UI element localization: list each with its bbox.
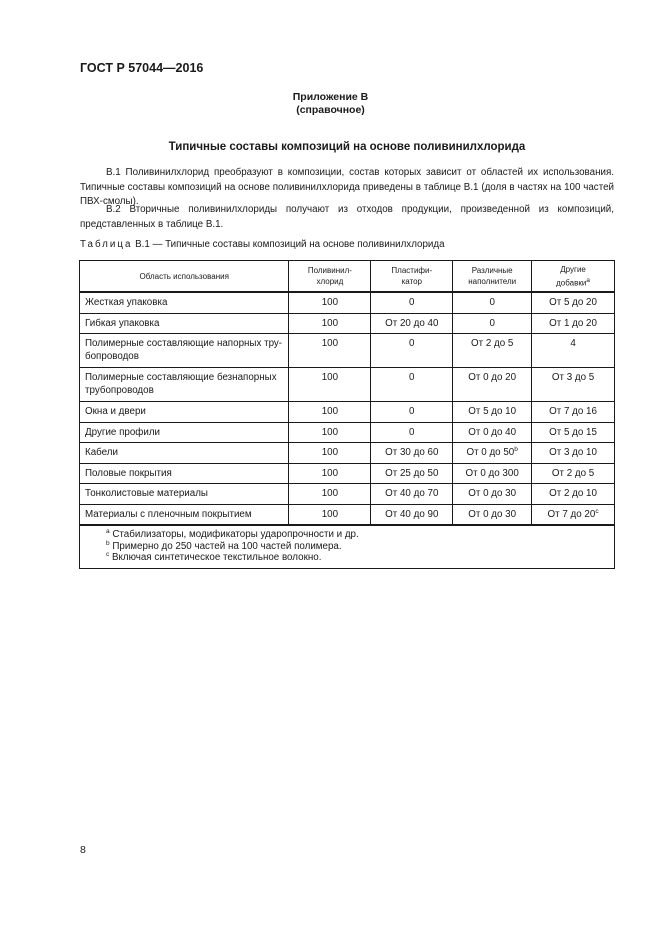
cell-fillers-text: От 0 до 300 (465, 467, 519, 479)
cell-pvc-text: 100 (321, 467, 339, 479)
cell-area-text: Полимерные составляющие безнапорных трубопроводов (85, 372, 277, 396)
table-row (80, 484, 615, 505)
cell-fillers (453, 443, 532, 464)
cell-pvc (289, 334, 371, 368)
cell-plasticizer (371, 402, 453, 423)
header-additives-sup: а (586, 276, 590, 284)
cell-plasticizer-text: От 30 до 60 (385, 447, 439, 458)
cell-additives-text: От 2 до 5 (551, 467, 595, 479)
cell-pvc-text: 100 (321, 372, 339, 383)
cell-fillers-text: 0 (489, 297, 495, 308)
cell-fillers (453, 463, 532, 484)
cell-plasticizer (371, 484, 453, 505)
cell-area (80, 463, 289, 484)
cell-additives-text: От 7 до 16 (549, 406, 597, 417)
cell-area-text: Другие профили (85, 426, 161, 438)
cell-plasticizer-text: От 40 до 90 (385, 508, 439, 520)
table-row (80, 368, 615, 402)
cell-additives (532, 368, 615, 402)
cell-area (80, 402, 289, 423)
cell-plasticizer-text: От 25 до 50 (385, 467, 439, 479)
cell-plasticizer-text: 0 (409, 406, 415, 417)
cell-plasticizer (371, 422, 453, 443)
header-area (80, 261, 289, 293)
cell-pvc-text: 100 (321, 426, 339, 438)
cell-area (80, 504, 289, 525)
table-row (80, 334, 615, 368)
cell-fillers-text: От 0 до 50 (466, 447, 515, 458)
cell-area-text: Жесткая упаковка (85, 297, 168, 308)
cell-fillers (453, 402, 532, 423)
header-area-label: Область использования (139, 271, 229, 281)
table-row (80, 463, 615, 484)
cell-area-text: Полимерные составляющие напорных тру- бопроводов (85, 338, 283, 362)
table-caption-word: Таблица (80, 239, 133, 250)
cell-area-text: Тонколистовые материалы (85, 488, 208, 499)
cell-additives-text: От 3 до 10 (549, 447, 597, 458)
cell-plasticizer (371, 504, 453, 525)
page-number: 8 (80, 844, 86, 856)
cell-pvc (289, 504, 371, 525)
footnote-a (106, 529, 609, 541)
cell-area-text: Материалы с пленочным покрытием (85, 508, 252, 520)
header-pvc-label: Поливинил- хлорид (307, 266, 352, 286)
header-fillers-label: Различные наполнители (468, 266, 517, 286)
cell-pvc-text: 100 (321, 488, 339, 499)
footnote-b-text: Примерно до 250 частей на 100 частей полимера. (109, 540, 342, 552)
table-caption (80, 239, 445, 250)
table-caption-text: В.1 — Типичные составы композиций на основе поливинилхлорида (132, 239, 445, 250)
footnote-c-text: Включая синтетическое текстильное волокно. (109, 552, 322, 563)
footnotes (80, 525, 615, 568)
table-row (80, 402, 615, 423)
table-row (80, 504, 615, 525)
cell-pvc (289, 484, 371, 505)
cell-additives (532, 463, 615, 484)
cell-fillers (453, 504, 532, 525)
cell-fillers (453, 334, 532, 368)
cell-plasticizer-text: 0 (409, 338, 415, 349)
table-row (80, 443, 615, 464)
cell-area (80, 334, 289, 368)
cell-fillers-text: От 0 до 40 (468, 426, 517, 438)
annex-label: Приложение В (292, 91, 369, 103)
cell-plasticizer (371, 292, 453, 313)
cell-additives-text: 4 (570, 338, 576, 349)
footnote-a-mark: a (106, 528, 110, 535)
cell-pvc-text: 100 (321, 297, 339, 308)
annex-type: (справочное) (296, 104, 365, 116)
header-additives (532, 261, 615, 293)
cell-fillers-text: От 0 до 30 (468, 488, 517, 499)
cell-fillers (453, 313, 532, 334)
cell-fillers-text: От 5 до 10 (468, 406, 517, 417)
table-row (80, 422, 615, 443)
cell-pvc (289, 463, 371, 484)
cell-additives (532, 443, 615, 464)
paragraph-b2: В.2 Вторичные поливинилхлориды получают из отходов продукции, произведенной из композиций, представленных в таблице В.1. (80, 204, 614, 230)
annex-title: Типичные составы композиций на основе поливинилхлорида (168, 141, 526, 153)
cell-pvc-text: 100 (321, 317, 339, 329)
cell-pvc (289, 422, 371, 443)
cell-additives-text: От 5 до 15 (549, 426, 597, 438)
footnote-row (80, 525, 615, 568)
cell-area (80, 292, 289, 313)
cell-pvc-text: 100 (321, 508, 339, 520)
cell-plasticizer (371, 463, 453, 484)
cell-plasticizer-text: 0 (409, 297, 415, 308)
cell-area (80, 368, 289, 402)
paragraph-b1: В.1 Поливинилхлорид преобразуют в композиции, состав которых зависит от областей их использования. Типичные составы композиций на основе поливинилхлорида приведены в таблице В.1 (доля в частях на 100 частей ПВХ-смолы). (80, 167, 614, 207)
cell-area (80, 484, 289, 505)
table-header-row (80, 261, 615, 293)
cell-additives (532, 292, 615, 313)
footnote-a-text: Стабилизаторы, модификаторы ударопрочности и др. (109, 529, 359, 540)
cell-pvc-text: 100 (321, 338, 339, 349)
header-additives-label: Другие добавки (556, 264, 587, 288)
cell-fillers (453, 484, 532, 505)
footnote-c-mark: c (106, 551, 110, 558)
cell-plasticizer (371, 368, 453, 402)
cell-additives (532, 402, 615, 423)
cell-pvc-text: 100 (321, 447, 339, 458)
cell-fillers-footnote-mark: b (514, 446, 518, 453)
header-plasticizer (371, 261, 453, 293)
cell-additives-text: От 3 до 5 (551, 372, 595, 383)
cell-additives (532, 334, 615, 368)
document-header: ГОСТ Р 57044—2016 (80, 61, 204, 75)
cell-additives (532, 313, 615, 334)
footnote-b-mark: b (106, 539, 110, 547)
header-pvc (289, 261, 371, 293)
cell-fillers-text: От 0 до 20 (468, 372, 517, 383)
cell-fillers (453, 368, 532, 402)
cell-pvc (289, 292, 371, 313)
cell-area-text: Половые покрытия (85, 467, 172, 479)
cell-plasticizer (371, 443, 453, 464)
header-fillers (453, 261, 532, 293)
cell-plasticizer-text: 0 (409, 426, 415, 438)
footnote-b (106, 541, 609, 553)
cell-area-text: Кабели (85, 447, 118, 458)
cell-pvc (289, 402, 371, 423)
cell-area (80, 422, 289, 443)
cell-additives-text: От 1 до 20 (549, 317, 597, 329)
cell-additives (532, 422, 615, 443)
cell-area (80, 313, 289, 334)
cell-pvc (289, 443, 371, 464)
cell-plasticizer-text: От 20 до 40 (385, 317, 439, 329)
cell-additives-text: От 7 до 20 (547, 508, 596, 520)
footnote-c (106, 552, 609, 564)
header-plasticizer-label: Пластифи- катор (391, 266, 433, 286)
composition-table (79, 260, 615, 569)
cell-fillers (453, 422, 532, 443)
cell-fillers-text: От 0 до 30 (468, 508, 517, 520)
cell-additives-text: От 5 до 20 (549, 297, 597, 308)
table-row (80, 313, 615, 334)
cell-plasticizer-text: 0 (409, 372, 415, 383)
cell-plasticizer (371, 334, 453, 368)
annex-heading (0, 91, 661, 117)
cell-area-text: Окна и двери (85, 406, 146, 417)
cell-fillers (453, 292, 532, 313)
cell-fillers-text: От 2 до 5 (471, 338, 514, 349)
cell-fillers-text: 0 (489, 317, 495, 329)
cell-pvc (289, 313, 371, 334)
cell-plasticizer-text: От 40 до 70 (385, 488, 439, 499)
cell-pvc-text: 100 (321, 406, 339, 417)
cell-additives (532, 504, 615, 525)
cell-area-text: Гибкая упаковка (85, 317, 160, 329)
table-row (80, 292, 615, 313)
cell-area (80, 443, 289, 464)
cell-additives-text: От 2 до 10 (549, 488, 597, 499)
cell-plasticizer (371, 313, 453, 334)
cell-additives (532, 484, 615, 505)
cell-pvc (289, 368, 371, 402)
cell-additives-footnote-mark: c (595, 507, 599, 515)
